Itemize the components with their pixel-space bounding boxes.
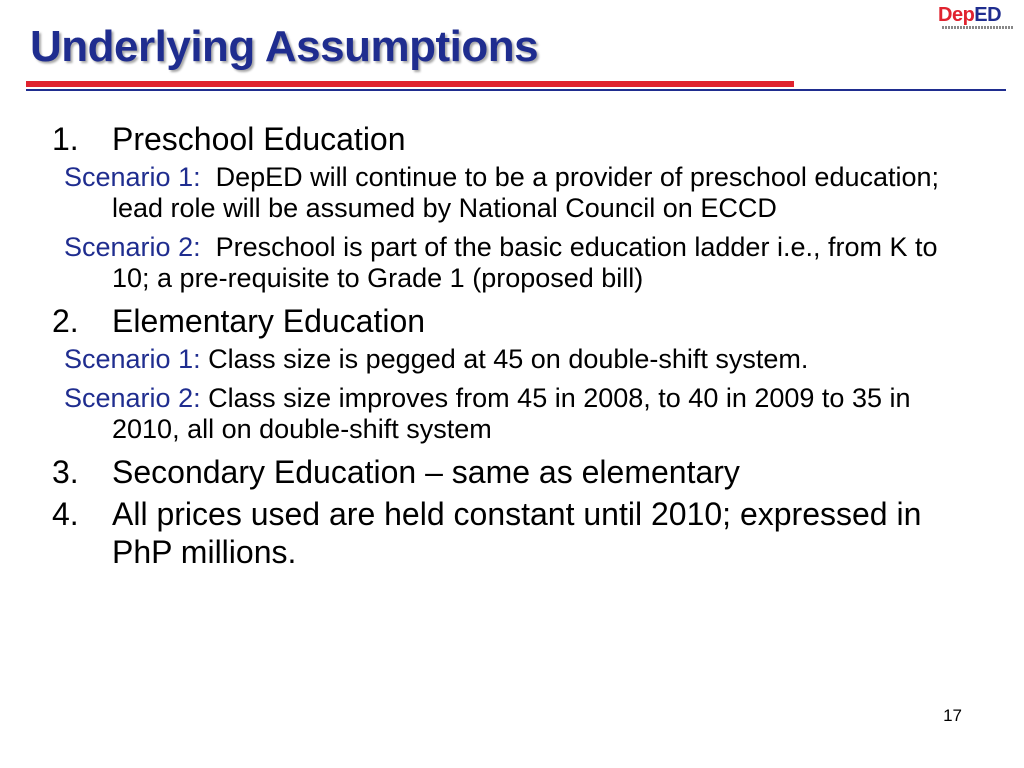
- item-heading: Preschool Education: [112, 121, 406, 157]
- assumption-item-secondary: [52, 453, 962, 491]
- logo-text-dep: Dep: [938, 4, 975, 26]
- logo-tagline-decoration: [942, 26, 1014, 29]
- scenario-label: Scenario 1:: [64, 344, 201, 374]
- deped-logo: [938, 4, 1018, 34]
- preschool-scenario-1: [64, 162, 962, 224]
- scenario-text: Class size improves from 45 in 2008, to 40 in 2009 to 35 in 2010, all on double-shift system: [112, 383, 911, 444]
- assumption-list: [52, 120, 962, 575]
- scenario-text: DepED will continue to be a provider of preschool education; lead role will be assumed by National Council on ECCD: [112, 162, 940, 223]
- item-heading: Secondary Education – same as elementary: [112, 454, 740, 490]
- slide-title: Underlying Assumptions: [30, 22, 539, 71]
- page-number: 17: [943, 706, 962, 725]
- item-number: 2.: [52, 303, 79, 339]
- title-underline-blue: [26, 89, 1006, 91]
- scenario-text: Class size is pegged at 45 on double-shift system.: [208, 344, 809, 374]
- preschool-scenario-2: [64, 232, 962, 294]
- elementary-scenario-2: [64, 383, 962, 445]
- item-number: 1.: [52, 121, 79, 157]
- item-number: 3.: [52, 454, 79, 490]
- elementary-scenario-1: [64, 344, 962, 375]
- scenario-label: Scenario 2:: [64, 232, 201, 262]
- item-heading: Elementary Education: [112, 303, 426, 339]
- scenario-label: Scenario 2:: [64, 383, 201, 413]
- scenario-text: Preschool is part of the basic education ladder i.e., from K to 10; a pre-requisite to Grade 1 (proposed bill): [112, 232, 938, 293]
- item-number: 4.: [52, 496, 79, 532]
- scenario-label: Scenario 1:: [64, 162, 201, 192]
- logo-text: [938, 4, 1001, 26]
- item-heading: All prices used are held constant until 2010; expressed in PhP millions.: [112, 496, 922, 570]
- assumption-item-elementary: [52, 302, 962, 340]
- title-underline-red: [26, 81, 794, 87]
- assumption-item-preschool: [52, 120, 962, 158]
- assumption-item-prices: [52, 495, 962, 571]
- logo-text-ed: ED: [974, 4, 1002, 26]
